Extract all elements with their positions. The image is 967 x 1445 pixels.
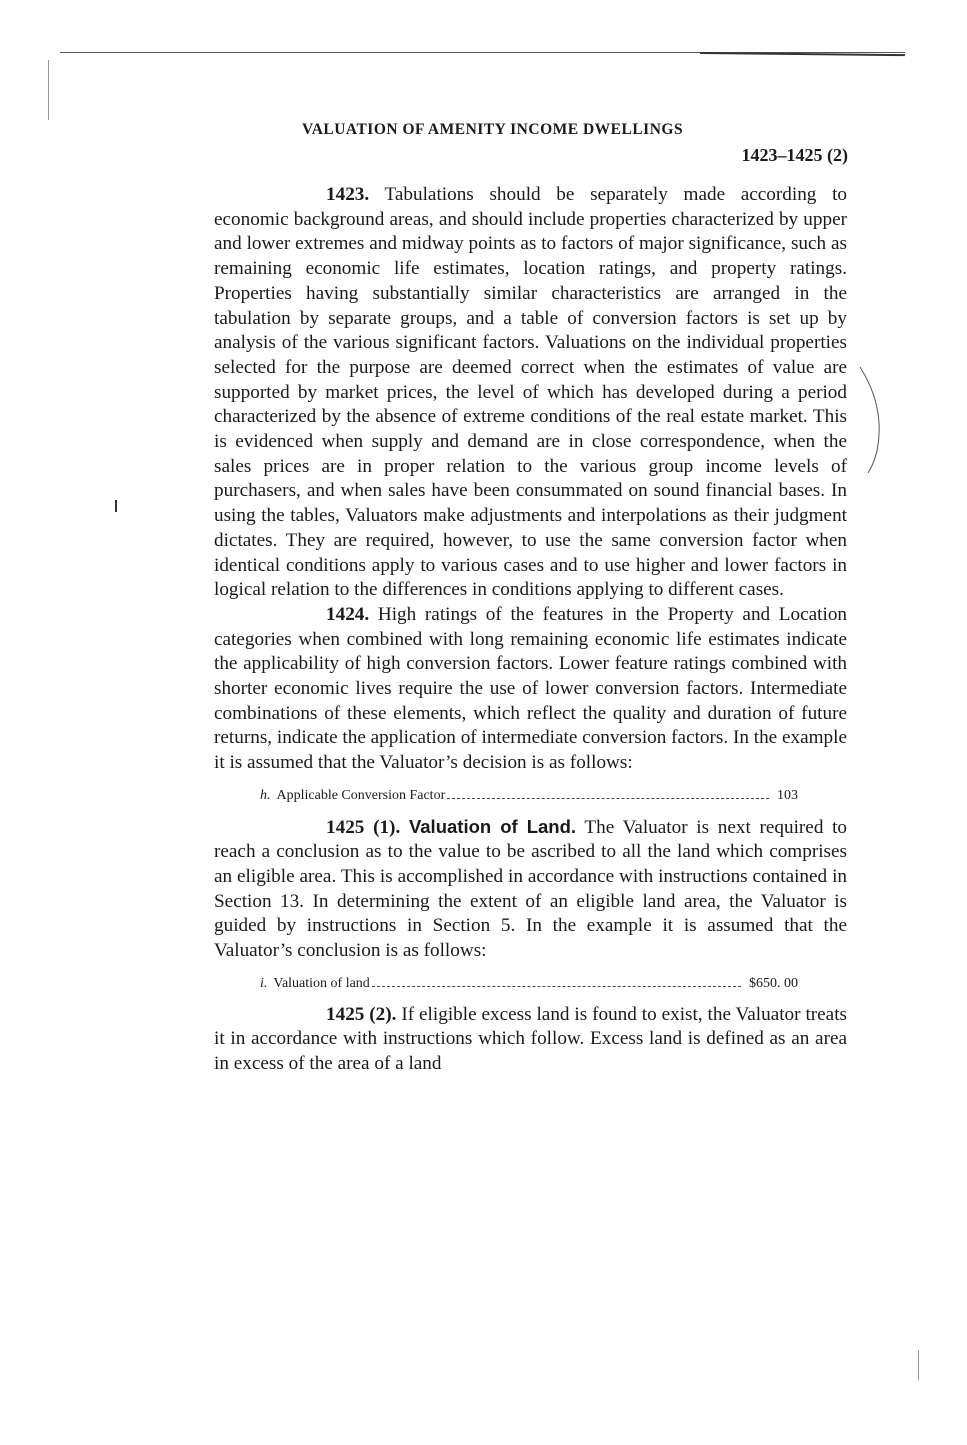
entry-h (260, 784, 798, 809)
paragraph-text: High ratings of the features in the Property and Location categories when combined with long remaining economic life estimates indicate the applicability of high conversion factors. Lower feature ratings combined with shorter economic lives require the use of lower conversion factors. Intermediate combinations of these elements, which reflect the quality and duration of future returns, indicate the application of intermediate conversion factors. In the example it is assumed that the Valuator’s decision is as follows: (214, 603, 848, 774)
dotted-leader (372, 986, 741, 987)
page-left-edge (48, 60, 49, 120)
section-title: Valuation of Land. (408, 815, 577, 837)
paragraph-1425-1 (214, 815, 847, 964)
entry-label: Applicable Conversion Factor (276, 787, 446, 803)
paragraph-1425-2 (214, 1003, 847, 1077)
section-number: 1423. (326, 184, 370, 205)
margin-mark (115, 500, 117, 512)
paragraph-indent (214, 184, 326, 205)
paragraph-1424 (214, 603, 847, 776)
dotted-leader (447, 798, 769, 799)
section-number: 1424. (326, 603, 370, 625)
entry-letter: i. (260, 975, 268, 991)
entry-i (260, 972, 798, 997)
entry-value: $650. 00 (749, 975, 798, 991)
entry-label: Valuation of land (273, 975, 370, 991)
section-range: 1423–1425 (2) (741, 145, 848, 165)
paragraph-indent (214, 604, 326, 625)
paragraph-text: Tabulations should be separately made according to economic background areas, and should include properties characterized by upper and lower extremes and midway points as to factors of major significance, such as remaining economic life estimates, location ratings, and property ratings. Properties having substantially similar characteristics are arranged in the tabulation by separate groups, and a table of conversion factors is set up by analysis of the various significant factors. Valuations on the individual properties selected for the purpose are deemed correct when the estimates of value are supported by market prices, the level of which has developed during a period characterized by the absence of extreme conditions of the real estate market. This is evidenced when supply and demand are in close correspondence, when the sales prices are in proper relation to the various group income levels of purchasers, and when sales have been consummated on sound financial bases. In using the tables, Valuators make adjustments and interpolations as their judgment dictates. They are required, however, to use the same conversion factor when identical conditions apply to various cases and to use higher and lower factors in logical relation to the differences in conditions applying to different cases. (214, 184, 848, 601)
paragraph-indent (214, 817, 326, 838)
paragraph-1423 (214, 183, 847, 603)
paragraph-text: If eligible excess land is found to exist, the Valuator treats it in accordance with instructions which follow. Excess land is defined as an area in excess of the area of a land (214, 1003, 847, 1074)
entry-letter: h. (260, 787, 271, 803)
running-title: VALUATION OF AMENITY INCOME DWELLINGS (302, 121, 684, 138)
paragraph-indent (214, 1004, 326, 1025)
margin-mark (918, 1350, 919, 1380)
margin-pencil-arc (858, 365, 888, 475)
section-number: 1425 (2). (326, 1003, 397, 1025)
section-number: 1425 (1). (326, 816, 401, 838)
paragraph-text: The Valuator is next required to reach a conclusion as to the value to be ascribed to all the land which comprises an eligible area. This is accomplished in accordance with instructions contained in Section 13. In determining the extent of an eligible land area, the Valuator is guided by instructions in Section 5. In the example it is assumed that the Valuator’s conclusion is as follows: (214, 816, 848, 962)
entry-value: 103 (777, 787, 798, 803)
page-body (214, 183, 847, 1077)
